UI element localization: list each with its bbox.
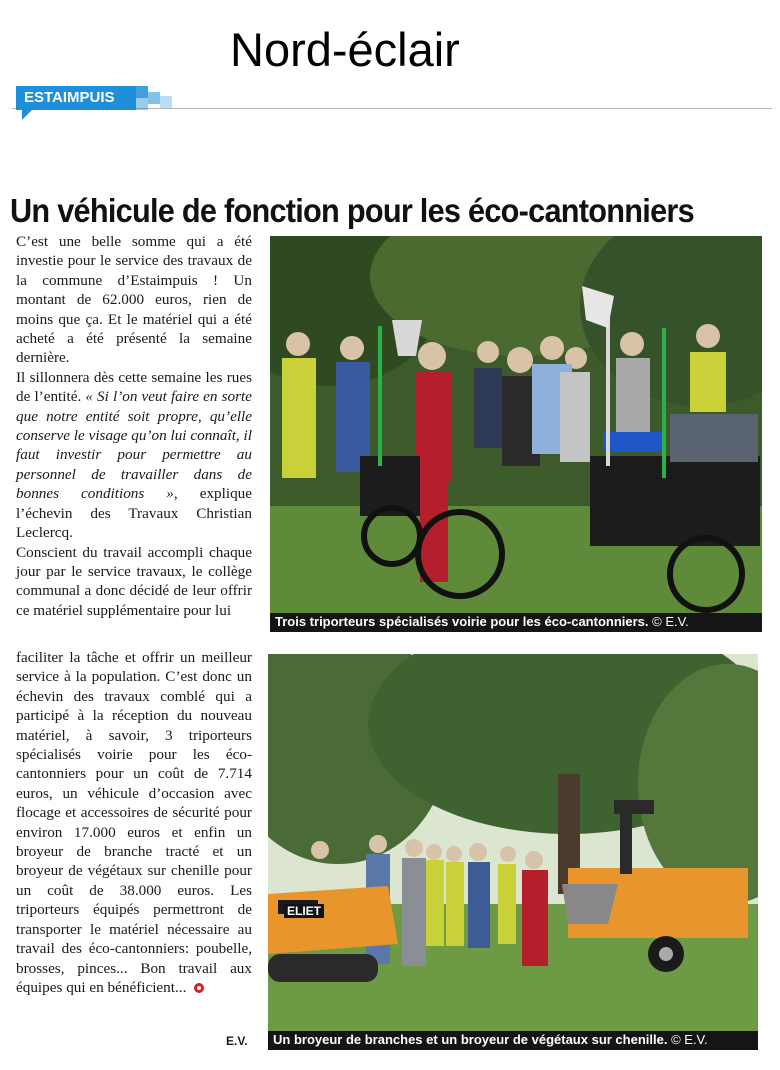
paragraph: faciliter la tâche et offrir un meilleur service à la population. C’est donc un échevin des travaux comblé qui a participé à la réception du nouveau matériel, à savoir, 3 triporteurs spécialisés voirie pour les éco-cantonniers pour un coût de 7.714 euros, un véhicule d’occasion avec flocage et accessoires de sécurité pour environ 17.000 euros et enfin un broyeur de branche tracté et un broyeur de végétaux sur chenille pour un coût de 38.000 euros. Les triporteurs équipés permettront de transporter le matériel nécessaire au travail des éco-cantonniers: poubelle, brosses, pinces... Bon travail aux équipes qui en bénéficient...	[16, 649, 252, 996]
rubric-decor-square	[136, 86, 148, 98]
section-rubric: ESTAIMPUIS	[16, 86, 136, 110]
article-column-2	[16, 648, 252, 997]
rubric-decor-square	[160, 96, 172, 108]
byline: E.V.	[226, 1034, 248, 1048]
article-column-1	[16, 232, 252, 620]
masthead: Nord-éclair	[230, 23, 460, 76]
rubric-tail	[22, 110, 32, 120]
machine-brand-label: ELIET	[284, 904, 324, 918]
photo-credit: © E.V.	[671, 1032, 708, 1047]
paragraph: Conscient du travail accompli chaque jour par le service travaux, le collège communal a donc décidé de leur offrir ce matériel supplémentaire pour lui	[16, 543, 252, 619]
paragraph: C’est une belle somme qui a été investie pour le service des travaux de la commune d’Estaimpuis ! Un montant de 62.000 euros, rien de moins que ça. Et le matériel qui a été acheté a été présenté la semaine dernière.	[16, 233, 252, 367]
photo-broyeurs	[268, 654, 758, 1032]
photo-triporteurs	[270, 236, 762, 614]
rubric-decor-square	[136, 98, 148, 110]
quote: « Si l’on veut faire en sorte que notre entité soit propre, qu’elle conserve le visage qu’on lui connaît, il faut investir pour permettre au personnel de travailler dans de bonnes conditions »	[16, 388, 252, 503]
rubric-decor-square	[148, 92, 160, 104]
end-of-article-icon	[194, 983, 204, 993]
photo-caption-1: Trois triporteurs spécialisés voirie pour les éco-cantonniers. © E.V.	[270, 613, 762, 632]
headline: Un véhicule de fonction pour les éco-cantonniers	[10, 192, 694, 230]
paragraph: Il sillonnera dès cette semaine les rues de l’entité. « Si l’on veut faire en sorte que notre entité soit propre, qu’elle conserve le visage qu’on lui connaît, il faut investir pour permettre au personnel de travailler dans de bonnes conditions », explique l’échevin des Travaux Christian Leclercq.	[16, 368, 252, 542]
photo-caption-2: Un broyeur de branches et un broyeur de végétaux sur chenille. © E.V.	[268, 1031, 758, 1050]
photo-credit: © E.V.	[652, 614, 689, 629]
photo-triporteurs-illustration	[270, 236, 762, 614]
photo-broyeurs-illustration	[268, 654, 758, 1032]
